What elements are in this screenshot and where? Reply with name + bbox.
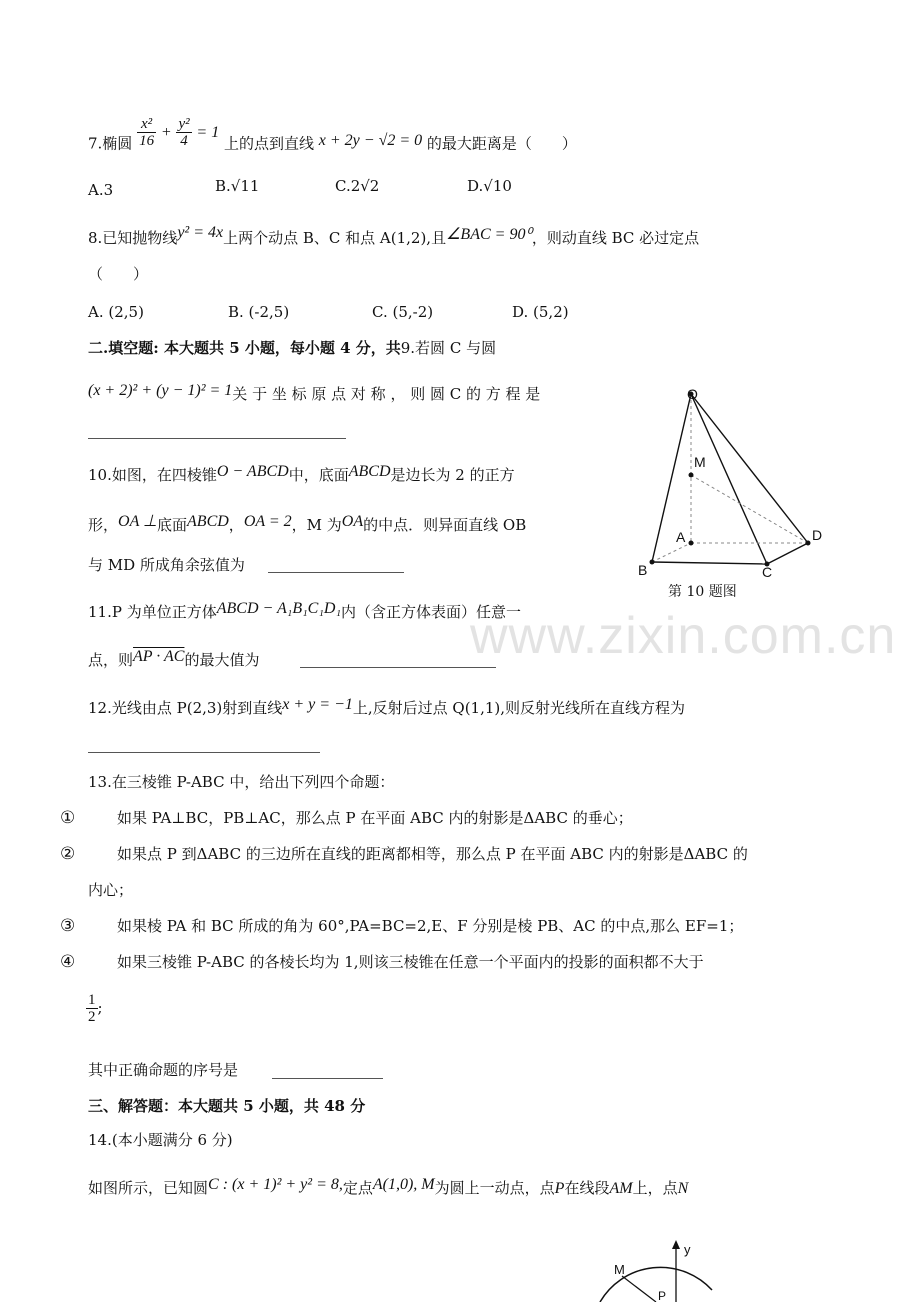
q14-line1: 如图所示，已知圆C : (x + 1)² + y² = 8,定点A(1,0), M为圆上一动点，点P在线段AM上，点N [88,1176,689,1197]
y-axis-arrow [672,1240,680,1249]
q8-option-b: B. (-2,5) [228,303,290,321]
segment-mp [622,1276,656,1302]
q14-title: 14.(本小题满分 6 分) [88,1131,233,1149]
q7-option-c: C.2√2 [335,177,380,195]
q8-option-c: C. (5,-2) [372,303,434,321]
q13-answer-blank[interactable] [272,1078,383,1079]
label-d: D [812,527,823,543]
q11-line2: 点，则AP · AC的最大值为 [88,648,260,669]
q14-circle-figure [590,1236,730,1302]
q13-answer-label: 其中正确命题的序号是 [88,1061,239,1079]
q13-mark-4: ④ [60,952,76,972]
q13-item-3: 如果棱 PA 和 BC 所成的角为 60°,PA=BC=2,E、F 分别是棱 PB、AC 的中点,那么 EF=1； [117,917,744,935]
q13-mark-2: ② [60,844,76,864]
y-axis-label: y [684,1242,691,1257]
q13-fraction: $\frac{1}{2}$ ; [88,992,103,1025]
q13-item-1: 如果 PA⊥BC，PB⊥AC，那么点 P 在平面 ABC 内的射影是ΔABC 的垂心； [117,809,633,827]
q8-option-a: A. (2,5) [88,303,144,321]
q11-answer-blank[interactable] [300,667,496,668]
point-d [806,541,811,546]
q7-option-d: D.√10 [467,177,512,195]
q13-item-2-cont: 内心； [88,881,134,899]
segment-md-hidden [691,475,808,543]
label-p: P [658,1289,667,1302]
point-a [689,541,694,546]
label-m: M [614,1262,625,1277]
q8-stem: 8.已知抛物线y² = 4x上两个动点 B、C 和点 A(1,2),且∠BAC = 90⁰，则动直线 BC 必过定点 [88,224,700,247]
section2-heading: 二.填空题: 本大题共 5 小题，每小题 4 分，共9.若圆 C 与圆 [88,339,497,357]
edge-cd [767,543,808,564]
q12-answer-blank[interactable] [88,752,320,753]
edge-od [691,394,808,543]
q8-paren: （ ） [88,265,149,283]
q10-line2: 形，OA ⊥底面ABCD，OA = 2，M 为OA的中点．则异面直线 OB [88,513,527,534]
label-b: B [638,562,648,578]
edge-ab-hidden [652,543,691,562]
q7-option-b: B.√11 [215,177,260,195]
edge-oc [691,394,767,564]
q10-line1: 10.如图，在四棱锥O − ABCD中，底面ABCD是边长为 2 的正方 [88,463,515,484]
watermark: www.zixin.com.cn [470,607,897,665]
q13-title: 13.在三棱锥 P-ABC 中，给出下列四个命题： [88,773,395,791]
q7-frac-x: $\frac{\text{x²}}{16}$ [139,116,155,149]
label-m: M [694,454,706,470]
q7-frac-y: $\frac{\text{y²}}{4}$ [178,116,190,149]
q12-line: 12.光线由点 P(2,3)射到直线x + y = −1上,反射后过点 Q(1,1),则反射光线所在直线方程为 [88,696,686,717]
q10-answer-blank[interactable] [268,572,404,573]
point-m [689,473,694,478]
label-c: C [762,564,773,580]
q11-line1: 11.P 为单位正方体ABCD − A₁B₁C₁D₁内（含正方体表面）任意一 [88,600,522,621]
q7-line-eq: x + 2y − √2 = 0 [318,131,423,149]
q8-option-d: D. (5,2) [512,303,569,321]
q13-mark-3: ③ [60,916,76,936]
q7-option-a: A.3 [88,181,114,199]
point-b [650,560,655,565]
q10-pyramid-figure [632,380,832,580]
q10-caption: 第 10 题图 [668,584,737,600]
q13-mark-1: ① [60,808,76,828]
edge-bc [652,562,767,564]
q7-number: 7.椭圆 [88,134,133,153]
label-o: O [687,386,698,402]
section3-heading: 三、解答题：本大题共 5 小题，共 48 分 [88,1097,366,1115]
q10-line3: 与 MD 所成角余弦值为 [88,556,245,574]
q9-line: (x + 2)² + (y − 1)² = 1关 于 坐 标 原 点 对 称 ， 则 圆 C 的 方 程 是 [88,382,541,403]
label-a: A [676,529,686,545]
q7-stem: 7.椭圆 $\frac{\text{x²}}{16}$ + $\frac{\text{y²}}{4}$ = 1 上的点到直线 x + 2y − √2 = 0 的最大距离是（ ） [88,116,577,153]
q13-item-4: 如果三棱锥 P-ABC 的各棱长均为 1,则该三棱锥在任意一个平面内的投影的面积都不大于 [117,953,704,971]
q13-item-2: 如果点 P 到ΔABC 的三边所在直线的距离都相等，那么点 P 在平面 ABC 内的射影是ΔABC 的 [117,845,748,863]
q9-answer-blank[interactable] [88,438,346,439]
